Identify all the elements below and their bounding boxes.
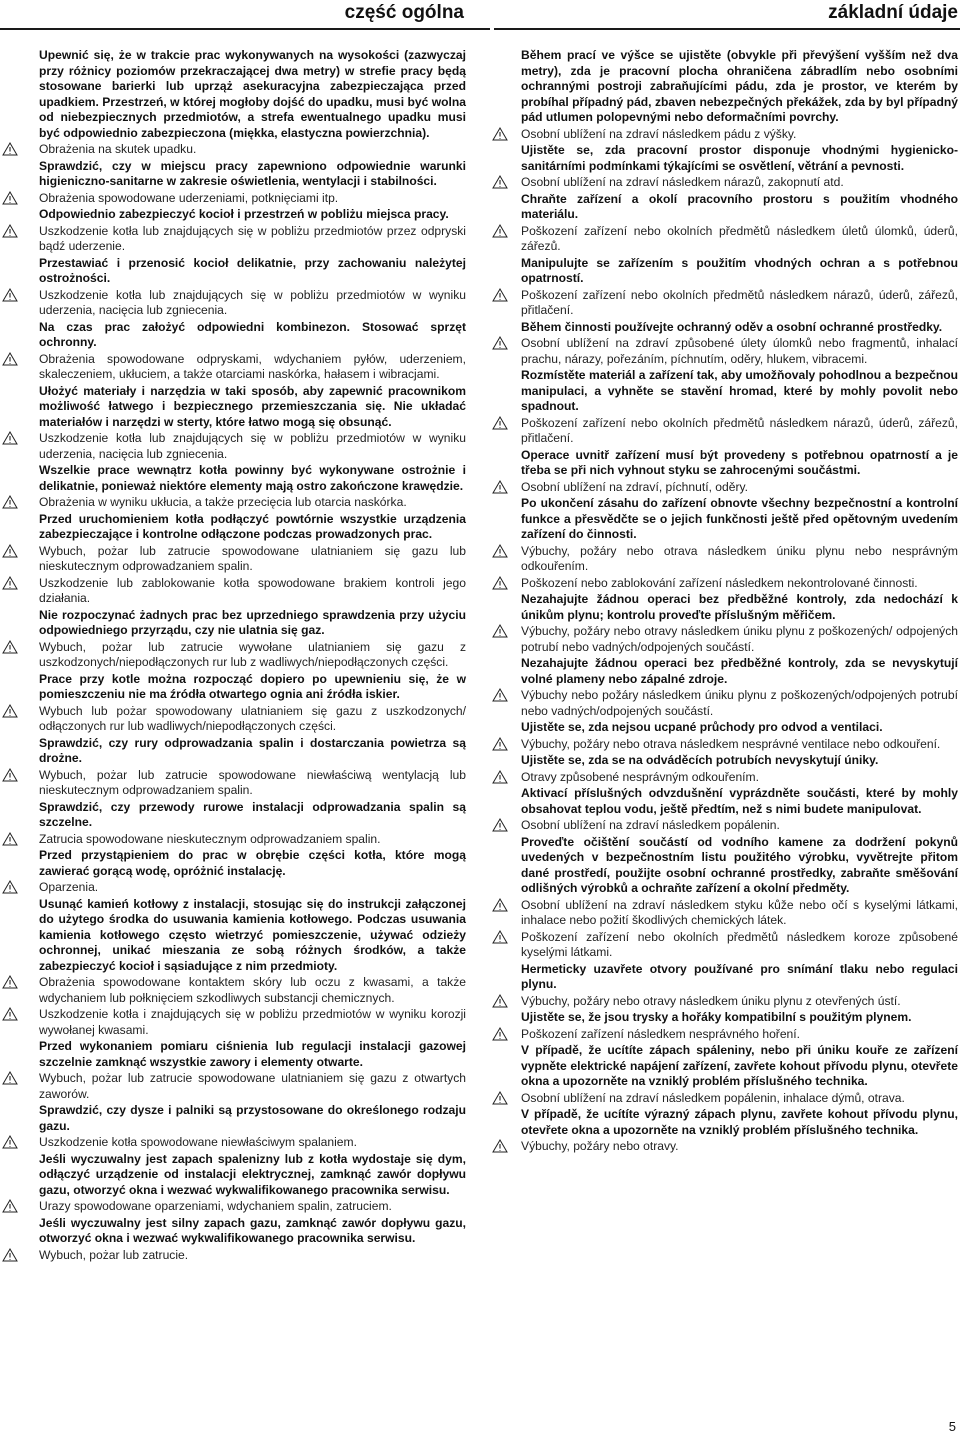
warning-triangle-icon: [492, 576, 508, 590]
cz-hazard: [521, 994, 958, 1010]
pl-instruction: [39, 48, 466, 141]
header-left-bar: [0, 0, 490, 30]
pl-text: Zatrucia spowodowane nieskutecznym odprowadzaniem spalin.: [39, 831, 381, 846]
pl-instruction: [39, 207, 466, 223]
pl-hazard: [39, 880, 466, 896]
cz-text: Rozmístěte materiál a zařízení tak, aby umožňovaly pohodlnou a bezpečnou manipulaci, a vyhněte se stavění hromad, které by mohly povolit nebo spadnout.: [521, 368, 958, 413]
warning-triangle-icon: [2, 576, 18, 590]
cz-text: Osobní ublížení na zdraví způsobené úlety úlomků nebo fragmentů, inhalací prachu, nárazy, pořezáním, píchnutím, oděry, hlukem, vibracemi.: [521, 336, 958, 366]
pl-instruction: [39, 672, 466, 703]
cz-hazard: [521, 737, 958, 753]
warning-triangle-icon: [492, 1027, 508, 1041]
pl-text: Sprawdzić, czy w miejscu pracy zapewniono odpowiednie warunki higieniczno-sanitarne w zakresie oświetlenia, wentylacji i stabilności.: [39, 158, 466, 188]
cz-text: Ujistěte se, zda pracovní prostor disponuje vhodnými hygienicko-sanitárními podmínkami týkajícími se osvětlení, větrání a pevnosti.: [521, 143, 958, 173]
cz-text: Výbuchy, požáry nebo otravy následkem úniku plynu z poškozených/ odpojených potrubí nebo vadných/odpojených součástí.: [521, 624, 958, 654]
pl-instruction: [39, 736, 466, 767]
warning-triangle-icon: [492, 898, 508, 912]
pl-text: Nie rozpoczynać żadnych prac bez uprzedniego sprawdzenia przy użyciu odpowiedniego przyrządu, czy nie ulatnia się gaz.: [39, 607, 466, 637]
cz-text: Osobní ublížení na zdraví následkem popálenin, inhalace dýmů, otrava.: [521, 1090, 905, 1105]
warning-triangle-icon: [492, 416, 508, 430]
pl-instruction: [39, 384, 466, 431]
warning-triangle-icon: [492, 624, 508, 638]
cz-text: Osobní ublížení na zdraví následkem popálenin.: [521, 818, 780, 832]
cz-text: Během činnosti používejte ochranný oděv a osobní ochranné prostředky.: [521, 319, 943, 334]
pl-text: Uszkodzenie kotła spowodowane niewłaściwym spalaniem.: [39, 1135, 357, 1149]
warning-triangle-icon: [492, 1091, 508, 1105]
pl-text: Obrażenia w wyniku ukłucia, a także przecięcia lub otarcia naskórka.: [39, 495, 407, 509]
cz-text: Hermeticky uzavřete otvory používané pro snímání tlaku nebo regulaci plynu.: [521, 961, 958, 991]
warning-triangle-icon: [2, 880, 18, 894]
pl-hazard: [39, 640, 466, 671]
warning-triangle-icon: [2, 1007, 18, 1021]
pl-hazard: [39, 544, 466, 575]
warning-triangle-icon: [492, 930, 508, 944]
cz-instruction: [521, 448, 958, 479]
cz-text: Ujistěte se, že jsou trysky a hořáky kompatibilní s použitým plynem.: [521, 1010, 912, 1024]
pl-text: Uszkodzenie kotła lub znajdujących się w pobliżu przedmiotów w wyniku uderzenia, nacięcia lub zgniecenia.: [39, 287, 466, 317]
cz-instruction: [521, 496, 958, 543]
cz-text: Osobní ublížení na zdraví následkem pádu z výšky.: [521, 126, 797, 141]
warning-triangle-icon: [2, 768, 18, 782]
pl-instruction: [39, 1152, 466, 1199]
pl-text: Usunąć kamień kotłowy z instalacji, stosując się do instrukcji załączonej do użytego środka do usuwania kamienia kotłowego. Podczas usuwania kamienia kotłowego często wietrzyć pomieszczenie, używać odzieży ochronnej, unikać mieszania ze sobą różnych środków, a także zabezpieczyć kocioł i sąsiadujące z nim przedmioty.: [39, 896, 466, 973]
pl-instruction: [39, 800, 466, 831]
cz-hazard: [521, 1091, 958, 1107]
pl-text: Wybuch, pożar lub zatrucie spowodowane ulatnianiem się gazu lub nieskutecznym odprowadzaniem spalin.: [39, 543, 466, 573]
pl-text: Jeśli wyczuwalny jest zapach spalenizny lub z kotła wydostaje się dym, odłączyć urządzenie od instalacji elektrycznej, zamknąć zawór dopływu gazu, otworzyć okna i wezwać wykwalifikowanego pracownika serwisu.: [39, 1151, 466, 1197]
cz-text: Poškození nebo zablokování zařízení následkem nekontrolované činnosti.: [521, 575, 918, 590]
pl-hazard: [39, 576, 466, 607]
cz-text: Poškození zařízení nebo okolních předmětů následkem koroze způsobené kyselými látkami.: [521, 929, 958, 959]
cz-instruction: [521, 720, 958, 736]
pl-instruction: [39, 848, 466, 879]
pl-text: Przed wykonaniem pomiaru ciśnienia lub regulacji instalacji gazowej szczelnie zamknąć wszystkie zawory i elementy otwarte.: [39, 1039, 466, 1069]
pl-instruction: [39, 897, 466, 975]
cz-hazard: [521, 770, 958, 786]
cz-hazard: [521, 175, 958, 191]
header-right-bar: [494, 0, 960, 30]
cz-instruction: [521, 143, 958, 174]
pl-instruction: [39, 463, 466, 494]
pl-text: Prace przy kotle można rozpocząć dopiero po upewnieniu się, że w pomieszczeniu nie ma źródła otwartego ognia ani źródła iskier.: [39, 671, 466, 701]
warning-triangle-icon: [492, 224, 508, 238]
cz-hazard: [521, 1027, 958, 1043]
cz-text: Osobní ublížení na zdraví následkem nárazů, zakopnutí atd.: [521, 175, 844, 189]
left-column-polish: [39, 48, 466, 1264]
cz-text: Poškození zařízení následkem nesprávného hoření.: [521, 1026, 800, 1041]
right-column-czech: [521, 48, 958, 1156]
cz-hazard: [521, 624, 958, 655]
warning-triangle-icon: [2, 975, 18, 989]
pl-hazard: [39, 768, 466, 799]
pl-text: Obrażenia na skutek upadku.: [39, 142, 197, 156]
warning-triangle-icon: [492, 818, 508, 832]
pl-hazard: [39, 288, 466, 319]
cz-text: V případě, že ucítíte zápach spáleniny, nebo při úniku kouře ze zařízení vypněte elektrické napájení zařízení, zavřete kohout přívodu plynu, otevřete okna a upozorněte na vzniklý problém příslušného technika.: [521, 1043, 958, 1088]
pl-text: Oparzenia.: [39, 880, 99, 894]
pl-hazard: [39, 495, 466, 511]
cz-instruction: [521, 753, 958, 769]
pl-text: Przed przystąpieniem do prac w obrębie części kotła, które mogą zawierać gorącą wodę, opróżnić instalację.: [39, 848, 466, 878]
cz-text: Výbuchy nebo požáry následkem úniku plynu z poškozených/odpojených potrubí nebo vadných/odpojených součástí.: [521, 688, 958, 718]
cz-instruction: [521, 786, 958, 817]
pl-text: Sprawdzić, czy rury odprowadzania spalin i dostarczania powietrza są drożne.: [39, 735, 466, 765]
cz-text: Po ukončení zásahu do zařízení obnovte všechny bezpečnostní a kontrolní funkce a přesvědčte se o jejich funkčnosti ještě před opětovným uvedením zařízení do činnosti.: [521, 496, 958, 541]
cz-hazard: [521, 1139, 958, 1155]
pl-text: Upewnić się, że w trakcie prac wykonywanych na wysokości (zazwyczaj przy różnicy poziomów przekraczającej dwa metry) w strefie pracy będą stosowane barierki lub uprząż asekuracyjna zabezpieczająca przed upadkiem. Przestrzeń, w której mogłoby dojść do upadku, musi być wolna od niebezpiecznych przedmiotów, a strefa ewentualnego upadku musi być odpowiednio zabezpieczona (miękka, elastyczna powierzchnia).: [39, 48, 466, 140]
warning-triangle-icon: [2, 1071, 18, 1085]
pl-text: Wybuch, pożar lub zatrucie.: [39, 1247, 189, 1262]
cz-instruction: [521, 48, 958, 126]
warning-triangle-icon: [2, 352, 18, 366]
pl-hazard: [39, 431, 466, 462]
pl-text: Obrażenia spowodowane odpryskami, wdychaniem pyłów, uderzeniem, skaleczeniem, ukłuciem, a także otarciami naskórka, hałasem i wibracjami.: [39, 351, 466, 381]
cz-hazard: [521, 336, 958, 367]
cz-hazard: [521, 818, 958, 834]
pl-hazard: [39, 1007, 466, 1038]
cz-hazard: [521, 288, 958, 319]
pl-text: Uszkodzenie kotła lub znajdujących się w pobliżu przedmiotów przez odpryski bądź uderzenie.: [39, 223, 466, 253]
header-left-title: część ogólna: [344, 2, 464, 23]
pl-instruction: [39, 1103, 466, 1134]
cz-instruction: [521, 962, 958, 993]
cz-text: Chraňte zařízení a okolí pracovního prostoru s použitím vhodného materiálu.: [521, 191, 958, 221]
page-header: [0, 0, 960, 30]
pl-text: Uszkodzenie lub zablokowanie kotła spowodowane brakiem kontroli jego działania.: [39, 575, 466, 605]
cz-instruction: [521, 1010, 958, 1026]
cz-instruction: [521, 1107, 958, 1138]
cz-text: Operace uvnitř zařízení musí být provedeny s potřebnou opatrností a je třeba se při nich vyhnout styku se zahrocenými součástmi.: [521, 447, 958, 477]
warning-triangle-icon: [2, 431, 18, 445]
pl-hazard: [39, 142, 466, 158]
cz-text: Osobní ublížení na zdraví následkem styku kůže nebo očí s kyselými látkami, inhalace nebo požití škodlivých chemických látek.: [521, 897, 958, 927]
pl-text: Wybuch, pożar lub zatrucie wywołane ulatnianiem się gazu z uszkodzonych/niepodłączonych rur lub z wadliwych/niepodłączonych części.: [39, 639, 466, 669]
pl-text: Sprawdzić, czy przewody rurowe instalacji odprowadzania spalin są szczelne.: [39, 799, 466, 829]
pl-text: Przed uruchomieniem kotła podłączyć powtórnie wszystkie urządzenia zabezpieczające i kontrolne odłączone podczas prowadzonych prac.: [39, 511, 466, 541]
pl-hazard: [39, 704, 466, 735]
pl-hazard: [39, 1071, 466, 1102]
cz-instruction: [521, 256, 958, 287]
warning-triangle-icon: [492, 770, 508, 784]
pl-text: Na czas prac założyć odpowiedni kombinezon. Stosować sprzęt ochronny.: [39, 319, 466, 349]
cz-text: Manipulujte se zařízením s použitím vhodných ochran a s potřebnou opatrností.: [521, 255, 958, 285]
cz-text: Otravy způsobené nesprávným odkouřením.: [521, 769, 759, 784]
cz-text: Nezahajujte žádnou operaci bez předběžné kontroly, zda nedochází k únikům plynu; kontrolu proveďte příslušným měřičem.: [521, 592, 958, 622]
pl-text: Wszelkie prace wewnątrz kotła powinny być wykonywane ostrożnie i delikatnie, ponieważ niektóre elementy mają ostro zakończone krawędzie.: [39, 463, 466, 493]
cz-instruction: [521, 320, 958, 336]
cz-text: Aktivací příslušných odvzdušnění vyprázdněte součásti, které by mohly obsahovat teplou vodu, ještě předtím, než s nimi budete manipulovat.: [521, 786, 958, 816]
cz-instruction: [521, 1043, 958, 1090]
cz-hazard: [521, 224, 958, 255]
cz-hazard: [521, 688, 958, 719]
pl-instruction: [39, 1216, 466, 1247]
cz-instruction: [521, 656, 958, 687]
header-right-title: základní údaje: [828, 2, 958, 23]
pl-text: Wybuch lub pożar spowodowany ulatnianiem się gazu z uszkodzonych/ odłączonych rur lub wadliwych/niepodłączonych części.: [39, 703, 466, 733]
cz-hazard: [521, 544, 958, 575]
warning-triangle-icon: [2, 1199, 18, 1213]
cz-text: Nezahajujte žádnou operaci bez předběžné kontroly, zda se nevyskytují volné plameny nebo zápalné zdroje.: [521, 656, 958, 686]
warning-triangle-icon: [492, 688, 508, 702]
warning-triangle-icon: [492, 127, 508, 141]
warning-triangle-icon: [2, 1248, 18, 1262]
pl-instruction: [39, 608, 466, 639]
warning-triangle-icon: [2, 704, 18, 718]
pl-text: Wybuch, pożar lub zatrucie spowodowane ulatnianiem się gazu z otwartych zaworów.: [39, 1071, 466, 1101]
pl-hazard: [39, 975, 466, 1006]
cz-instruction: [521, 192, 958, 223]
pl-hazard: [39, 1248, 466, 1264]
pl-hazard: [39, 191, 466, 207]
pl-text: Obrażenia spowodowane uderzeniami, potknięciami itp.: [39, 190, 339, 205]
warning-triangle-icon: [492, 336, 508, 350]
warning-triangle-icon: [492, 544, 508, 558]
cz-hazard: [521, 127, 958, 143]
cz-text: Poškození zařízení nebo okolních předmětů následkem nárazů, úderů, zářezů, přitlačení.: [521, 415, 958, 445]
cz-hazard: [521, 898, 958, 929]
pl-text: Odpowiednio zabezpieczyć kocioł i przestrzeń w pobliżu miejsca pracy.: [39, 207, 449, 221]
warning-triangle-icon: [2, 1135, 18, 1149]
cz-text: Poškození zařízení nebo okolních předmětů následkem nárazů, úderů, zářezů, přitlačení.: [521, 287, 958, 317]
warning-triangle-icon: [2, 191, 18, 205]
warning-triangle-icon: [2, 832, 18, 846]
pl-hazard: [39, 224, 466, 255]
warning-triangle-icon: [492, 480, 508, 494]
cz-text: Výbuchy, požáry nebo otrava následkem nesprávné ventilace nebo odkouření.: [521, 736, 941, 751]
warning-triangle-icon: [2, 224, 18, 238]
warning-triangle-icon: [2, 640, 18, 654]
cz-text: Výbuchy, požáry nebo otravy následkem úniku plynu z otevřených ústí.: [521, 993, 901, 1008]
pl-text: Obrażenia spowodowane kontaktem skóry lub oczu z kwasami, a także wdychaniem lub połknięciem szkodliwych substancji chemicznych.: [39, 975, 466, 1005]
cz-instruction: [521, 368, 958, 415]
warning-triangle-icon: [2, 544, 18, 558]
warning-triangle-icon: [2, 288, 18, 302]
pl-text: Ułożyć materiały i narzędzia w taki sposób, aby zapewnić pracownikom możliwość łatwego i bezpiecznego przemieszczania się. Nie układać materiałów i narzędzi w sterty, które łatwo mogą się obsunąć.: [39, 383, 466, 429]
cz-instruction: [521, 835, 958, 897]
warning-triangle-icon: [492, 994, 508, 1008]
pl-hazard: [39, 352, 466, 383]
pl-hazard: [39, 1199, 466, 1215]
warning-triangle-icon: [2, 142, 18, 156]
pl-text: Jeśli wyczuwalny jest silny zapach gazu, zamknąć zawór dopływu gazu, otworzyć okna i wezwać wykwalifikowanego pracownika serwisu.: [39, 1215, 466, 1245]
cz-text: Výbuchy, požáry nebo otravy.: [521, 1139, 679, 1153]
cz-text: Proveďte očištění součástí od vodního kamene za dodržení pokynů uvedených v bezpečnostním listu použitého výrobku, vyvětrejte přitom dané prostředí, použijte osobní ochranné prostředky, zabraňte směšování odlišných výrobků a ochraňte zařízení a okolní předměty.: [521, 834, 958, 895]
pl-text: Wybuch, pożar lub zatrucie spowodowane niewłaściwą wentylacją lub nieskutecznym odprowadzaniem spalin.: [39, 767, 466, 797]
page-number: 5: [948, 1419, 956, 1434]
pl-text: Przestawiać i przenosić kocioł delikatnie, przy zachowaniu należytej ostrożności.: [39, 255, 466, 285]
pl-instruction: [39, 159, 466, 190]
cz-text: Ujistěte se, zda se na odváděcích potrubích nevyskytují úniky.: [521, 753, 879, 767]
pl-hazard: [39, 832, 466, 848]
cz-text: V případě, že ucítíte výrazný zápach plynu, zavřete kohout přívodu plynu, otevřete okna a upozorněte na vzniklý problém příslušného technika.: [521, 1107, 958, 1137]
warning-triangle-icon: [492, 737, 508, 751]
pl-instruction: [39, 256, 466, 287]
cz-text: Během prací ve výšce se ujistěte (obvykle při převýšení vyšším než dva metry), zda je pracovní plocha ohraničena zábradlím nebo osobními ochrannými postroji zabraňujícími pádu, zda je prostor, ve kterém by probíhal případný pád, zbaven nebezpečných překážek, zda by byl případný pád utlumen polopevnými nebo deformačními povrchy.: [521, 48, 958, 124]
warning-triangle-icon: [2, 495, 18, 509]
pl-hazard: [39, 1135, 466, 1151]
pl-text: Sprawdzić, czy dysze i palniki są przystosowane do określonego rodzaju gazu.: [39, 1103, 466, 1133]
cz-text: Osobní ublížení na zdraví, píchnutí, oděry.: [521, 479, 748, 494]
cz-hazard: [521, 930, 958, 961]
warning-triangle-icon: [492, 1139, 508, 1153]
warning-triangle-icon: [492, 288, 508, 302]
cz-hazard: [521, 480, 958, 496]
cz-instruction: [521, 592, 958, 623]
pl-text: Uszkodzenie kotła i znajdujących się w pobliżu przedmiotów w wyniku korozji wywołanej kwasami.: [39, 1007, 466, 1037]
cz-hazard: [521, 576, 958, 592]
pl-instruction: [39, 512, 466, 543]
pl-instruction: [39, 320, 466, 351]
cz-text: Poškození zařízení nebo okolních předmětů následkem úletů úlomků, úderů, zářezů.: [521, 223, 958, 253]
warning-triangle-icon: [492, 175, 508, 189]
pl-text: Urazy spowodowane oparzeniami, wdychaniem spalin, zatruciem.: [39, 1199, 392, 1213]
cz-hazard: [521, 416, 958, 447]
cz-text: Ujistěte se, zda nejsou ucpané průchody pro odvod a ventilaci.: [521, 720, 883, 734]
pl-text: Uszkodzenie kotła lub znajdujących się w pobliżu przedmiotów w wyniku uderzenia, nacięcia lub zgniecenia.: [39, 431, 466, 461]
pl-instruction: [39, 1039, 466, 1070]
cz-text: Výbuchy, požáry nebo otrava následkem úniku plynu nebo nesprávným odkouřením.: [521, 543, 958, 573]
